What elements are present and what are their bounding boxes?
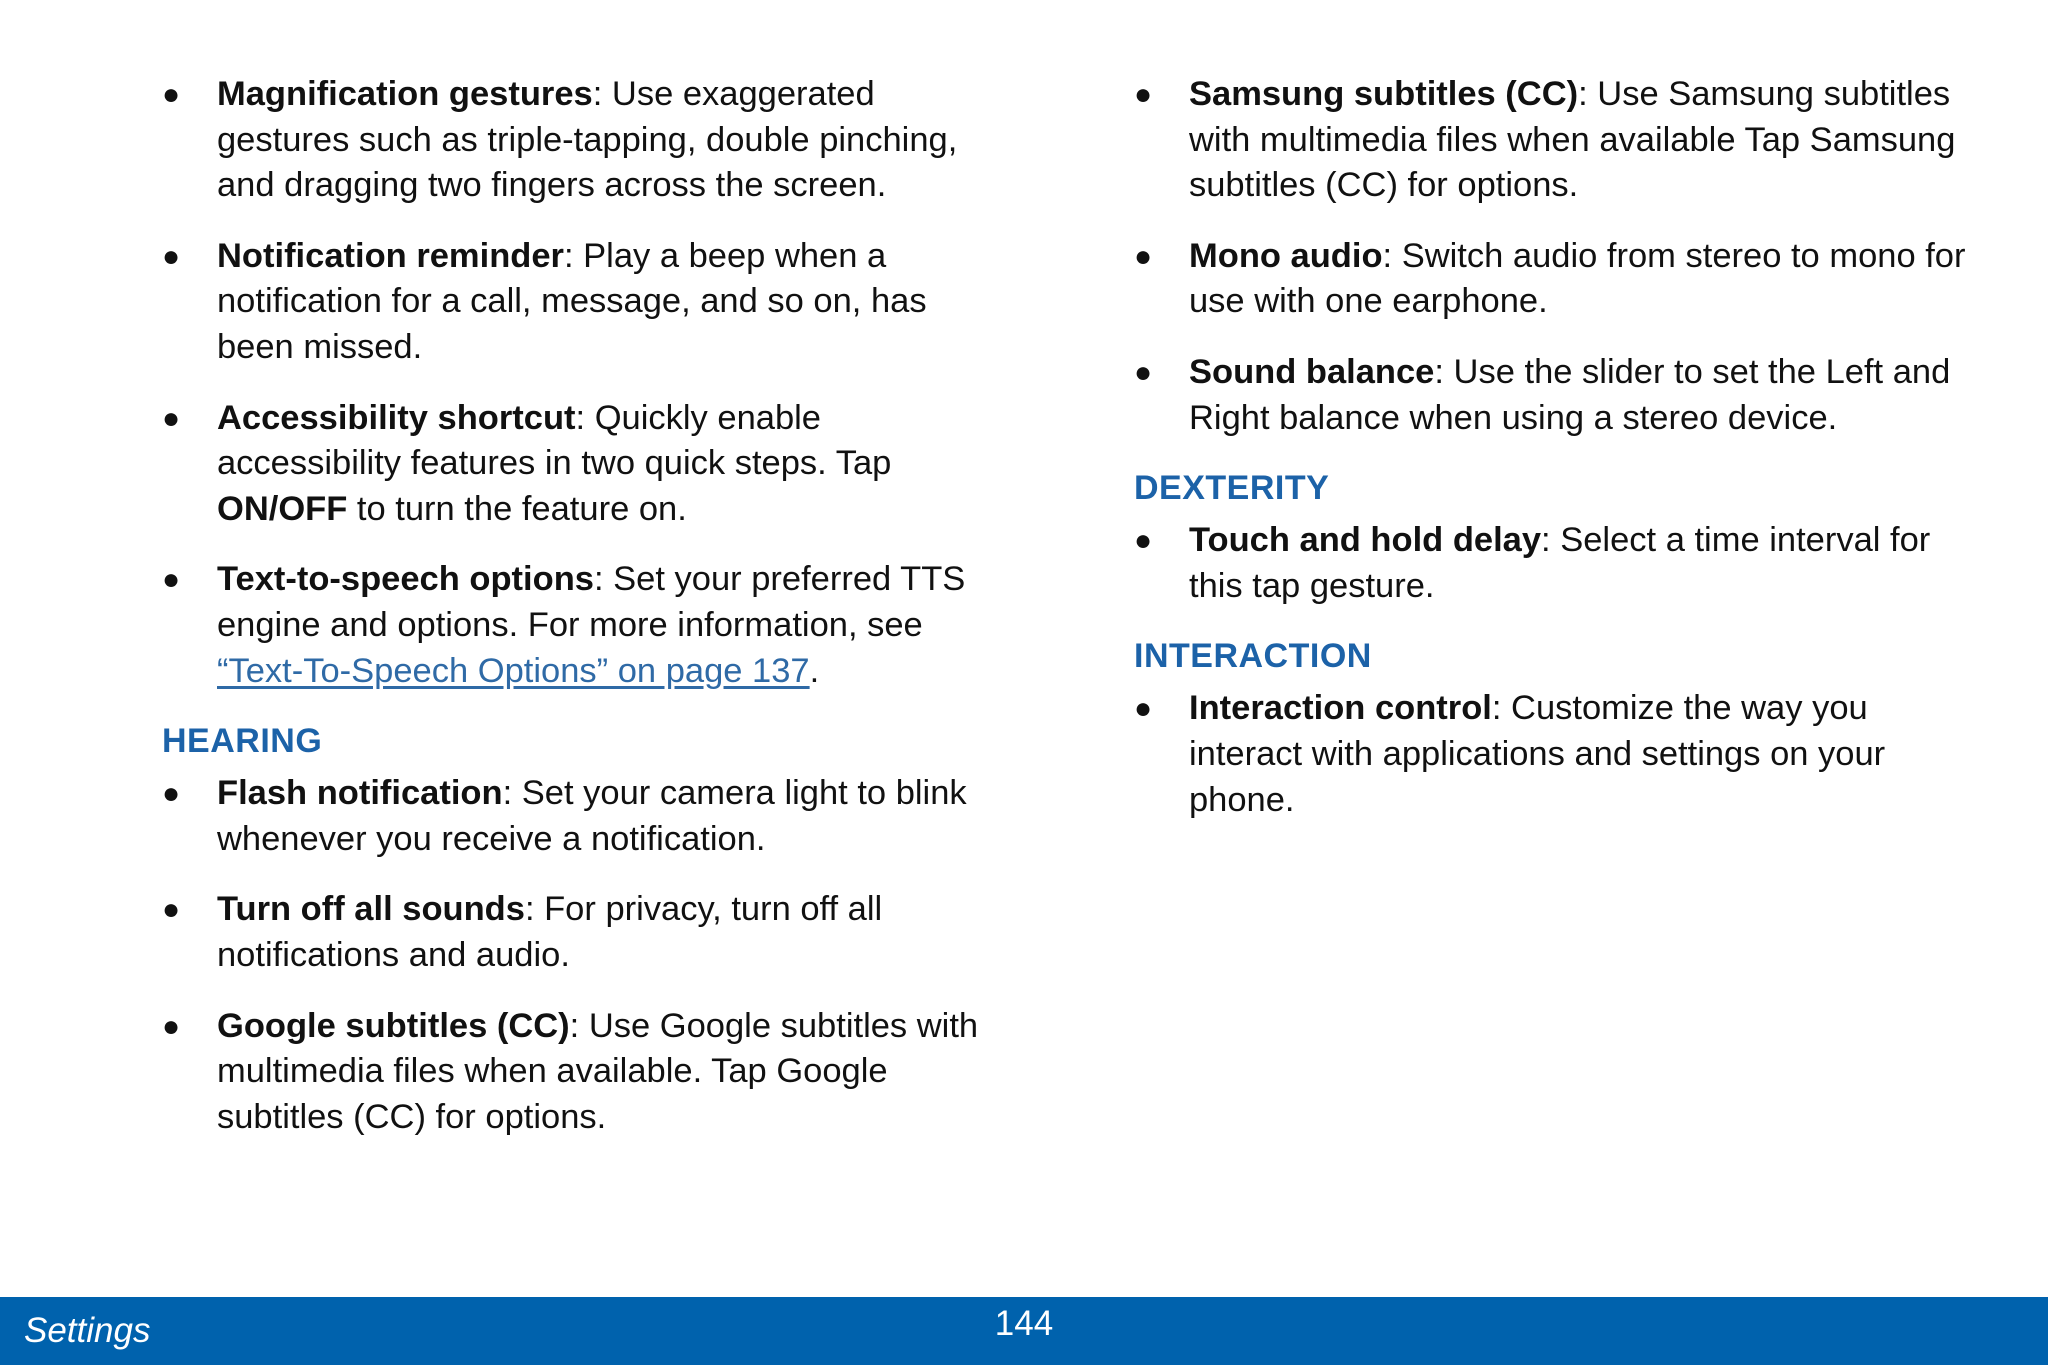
item-separator: : xyxy=(575,398,595,437)
list-item-turn-off-all-sounds xyxy=(162,887,1002,978)
list-item-mono-audio xyxy=(1134,234,1984,325)
list-item-text-to-speech-options xyxy=(162,557,1002,694)
item-term: Samsung subtitles (CC) xyxy=(1189,75,1579,113)
item-description: Use the slider to set the Left and Right balance when using a stereo device. xyxy=(1189,352,1951,437)
bullet: ● xyxy=(162,563,181,597)
item-term: Magnification gestures xyxy=(217,75,593,113)
footer-bar xyxy=(0,1297,2048,1365)
section-heading-dexterity: DEXTERITY xyxy=(1134,469,1330,508)
item-separator: : xyxy=(563,236,584,275)
item-separator: : xyxy=(524,890,545,929)
section-heading-hearing: HEARING xyxy=(162,722,323,761)
item-description: Set your preferred TTS engine and options. For more information, see xyxy=(217,560,966,644)
list-item-touch-and-hold-delay xyxy=(1134,518,1984,609)
item-term: Text-to-speech options xyxy=(217,560,594,599)
item-term: Sound balance xyxy=(1189,352,1435,391)
item-term: Accessibility shortcut xyxy=(217,398,576,437)
bullet: ● xyxy=(162,239,181,273)
bullet: ● xyxy=(1134,524,1153,558)
list-item-samsung-subtitles xyxy=(1134,72,1984,209)
list-item-magnification-gestures xyxy=(162,72,1002,209)
list-item-google-subtitles xyxy=(162,1004,1002,1141)
item-description: Customize the way you interact with applications and settings on your phone. xyxy=(1189,689,1886,819)
item-term: Turn off all sounds xyxy=(217,890,525,929)
list-item-notification-reminder xyxy=(162,234,1002,371)
bullet: ● xyxy=(1134,239,1153,273)
item-description-end: . xyxy=(809,651,820,690)
bullet: ● xyxy=(162,1009,181,1043)
item-description: Use Google subtitles with multimedia files when available. Tap Google subtitles (CC) for options. xyxy=(217,1006,979,1136)
item-separator: : xyxy=(592,75,612,113)
list-item-accessibility-shortcut xyxy=(162,396,1002,533)
item-description: Use Samsung subtitles with multimedia files when available Tap Samsung subtitles (CC) for options. xyxy=(1189,75,1956,205)
item-separator: : xyxy=(1541,521,1561,560)
bullet: ● xyxy=(162,78,181,111)
item-term: Notification reminder xyxy=(217,236,564,275)
item-description: Select a time interval for this tap gesture. xyxy=(1189,521,1931,605)
item-description: Play a beep when a notification for a call, message, and so on, has been missed. xyxy=(217,236,927,366)
item-separator: : xyxy=(502,774,522,813)
bullet: ● xyxy=(1134,355,1153,389)
page-number: 144 xyxy=(994,1304,1054,1343)
item-term: Flash notification xyxy=(217,774,503,813)
bullet: ● xyxy=(162,401,181,435)
item-description: Switch audio from stereo to mono for use with one earphone. xyxy=(1189,236,1966,321)
item-description: For privacy, turn off all notifications and audio. xyxy=(217,890,883,974)
item-separator: : xyxy=(1578,75,1598,113)
item-separator: : xyxy=(569,1006,589,1045)
item-description-end: to turn the feature on. xyxy=(347,489,687,528)
section-heading-interaction: INTERACTION xyxy=(1134,637,1372,676)
list-item-flash-notification xyxy=(162,771,1002,862)
text-to-speech-options-link[interactable]: “Text-To-Speech Options” on page 137 xyxy=(217,651,810,690)
item-separator: : xyxy=(1491,689,1512,728)
item-separator: : xyxy=(1382,236,1402,275)
bullet: ● xyxy=(162,777,181,811)
item-term: Mono audio xyxy=(1189,236,1383,275)
item-description: Use exaggerated gestures such as triple-tapping, double pinching, and dragging two fingers across the screen. xyxy=(217,75,958,205)
bullet: ● xyxy=(162,893,181,927)
list-item-sound-balance xyxy=(1134,350,1984,441)
right-column xyxy=(1134,72,1984,848)
bullet: ● xyxy=(1134,692,1153,726)
item-separator: : xyxy=(593,560,614,599)
item-separator: : xyxy=(1434,352,1454,391)
footer-section-title: Settings xyxy=(24,1311,151,1350)
item-term: Interaction control xyxy=(1189,689,1492,728)
bullet: ● xyxy=(1134,78,1153,111)
list-item-interaction-control xyxy=(1134,686,1984,823)
left-column xyxy=(162,72,1002,1165)
on-off-label: ON/OFF xyxy=(217,489,348,528)
item-description: Set your camera light to blink whenever you receive a notification. xyxy=(217,774,967,858)
item-term: Touch and hold delay xyxy=(1189,521,1542,560)
item-description: Quickly enable accessibility features in two quick steps. Tap xyxy=(217,398,892,483)
item-term: Google subtitles (CC) xyxy=(217,1006,570,1045)
